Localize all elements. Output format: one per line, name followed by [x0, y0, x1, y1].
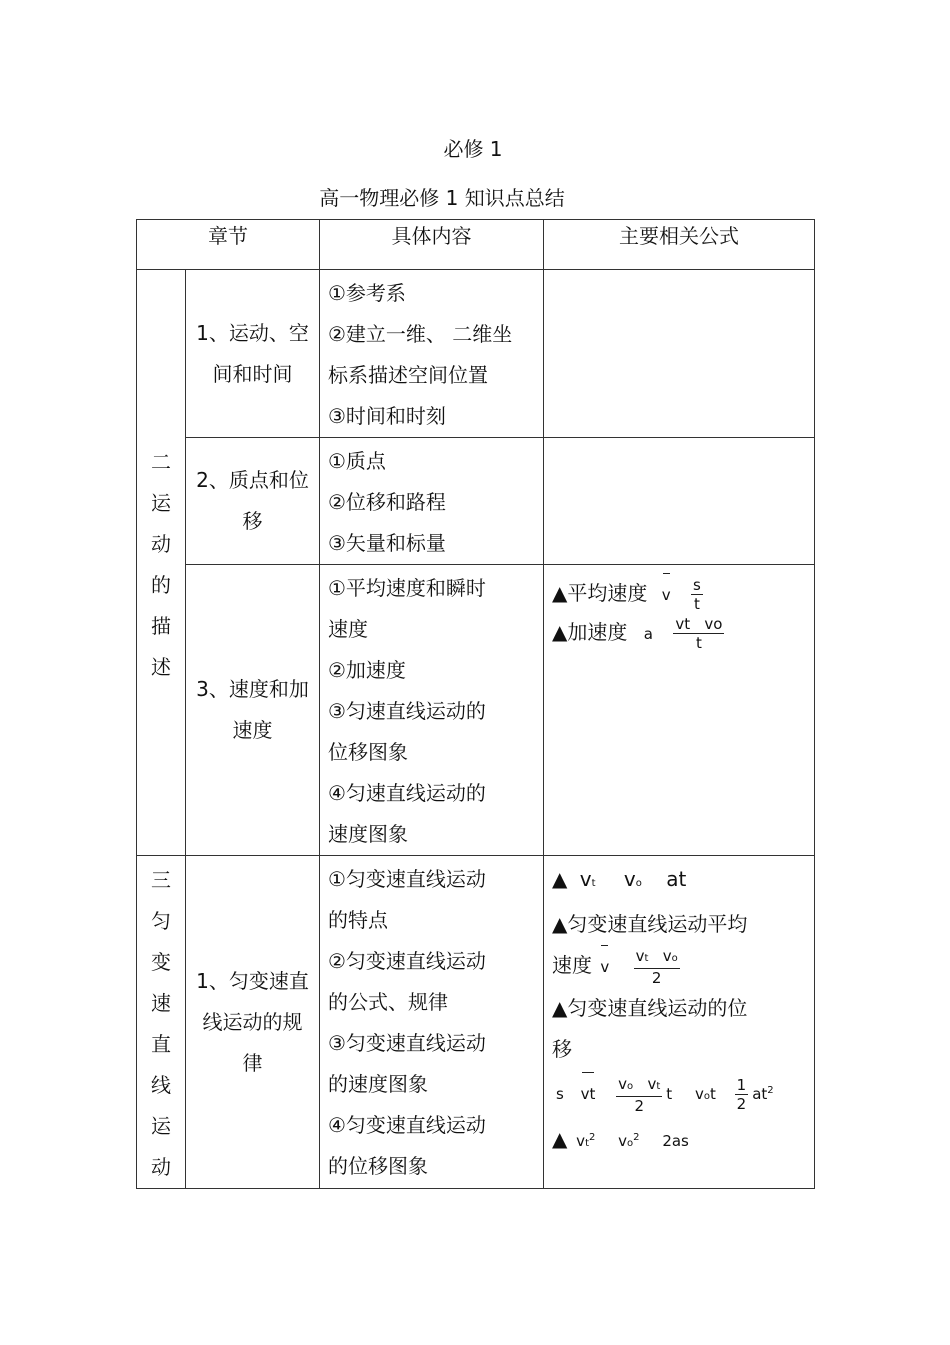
list-item: 位移图象	[328, 740, 408, 764]
section-label: 3、速度和加速度	[196, 677, 309, 742]
section-cell	[186, 438, 320, 565]
formula-cell	[544, 270, 815, 438]
list-item: ①参考系	[328, 281, 406, 305]
content-cell	[320, 438, 544, 565]
formula-velocity-time: ▲ vt vo at	[552, 867, 687, 891]
list-item: ④匀变速直线运动	[328, 1113, 486, 1137]
list-item: ③匀变速直线运动	[328, 1031, 486, 1055]
list-item: ④匀速直线运动的	[328, 781, 486, 805]
document-heading: 必修 1	[443, 137, 503, 161]
chapter-label: 三匀变速直线运动	[151, 868, 171, 1179]
formula-average-velocity: 速度 v $\frac{\text{vt vo}}{2}$	[552, 946, 678, 987]
formula-acceleration: ▲加速度 a $\frac{\text{vt vo}}{t}$	[552, 615, 723, 652]
formula-cell	[544, 856, 815, 1189]
list-item: 的特点	[328, 908, 388, 932]
list-item: ②位移和路程	[328, 490, 446, 514]
list-item: 速度	[328, 617, 368, 641]
table-row	[137, 565, 815, 856]
table-row	[137, 270, 815, 438]
table-header-row	[137, 220, 815, 270]
list-item: 的位移图象	[328, 1154, 428, 1178]
table-row	[137, 856, 815, 1189]
knowledge-table	[136, 219, 815, 1189]
chapter-cell	[137, 270, 186, 856]
list-item: ②建立一维、 二维坐	[328, 322, 513, 346]
section-label: 1、运动、空间和时间	[196, 320, 309, 386]
section-cell	[186, 856, 320, 1189]
list-item: ③矢量和标量	[328, 531, 446, 555]
formula-displacement: s vt $\frac{\text{vo vt}}{2}$ t vot $\frac{1}{2}$ $at^2$	[556, 1074, 774, 1115]
document-title: 高一物理必修 1 知识点总结	[319, 186, 565, 210]
formula-displacement-label-2: 移	[552, 1037, 572, 1061]
section-label: 2、质点和位移	[196, 468, 309, 533]
formula-velocity-displacement: ▲ $vt^2$ $vo^2$ 2as	[552, 1127, 689, 1151]
list-item: ①平均速度和瞬时	[328, 576, 486, 600]
header-content: 具体内容	[320, 220, 544, 270]
list-item: ①质点	[328, 449, 386, 473]
list-item: ②加速度	[328, 658, 406, 682]
section-label: 1、匀变速直线运动的规律	[196, 968, 309, 1075]
formula-average-label: ▲匀变速直线运动平均	[552, 912, 748, 936]
header-chapter: 章节	[137, 220, 320, 270]
formula-cell	[544, 438, 815, 565]
header-formulas: 主要相关公式	[544, 220, 815, 270]
formula-cell	[544, 565, 815, 856]
list-item: 的速度图象	[328, 1072, 428, 1096]
section-cell	[186, 565, 320, 856]
list-item: 的公式、规律	[328, 990, 448, 1014]
table-row	[137, 438, 815, 565]
chapter-cell	[137, 856, 186, 1189]
chapter-label: 二运动的描述	[151, 449, 171, 679]
content-cell	[320, 856, 544, 1189]
content-cell	[320, 270, 544, 438]
list-item: ③匀速直线运动的	[328, 699, 486, 723]
list-item: ②匀变速直线运动	[328, 949, 486, 973]
section-cell	[186, 270, 320, 438]
list-item: 速度图象	[328, 822, 408, 846]
list-item: ③时间和时刻	[328, 404, 446, 428]
list-item: 标系描述空间位置	[328, 363, 488, 387]
content-cell	[320, 565, 544, 856]
list-item: ①匀变速直线运动	[328, 867, 486, 891]
formula-average-velocity: ▲平均速度 v $\frac{s}{t}$	[552, 573, 808, 616]
formula-displacement-label: ▲匀变速直线运动的位	[552, 996, 748, 1020]
